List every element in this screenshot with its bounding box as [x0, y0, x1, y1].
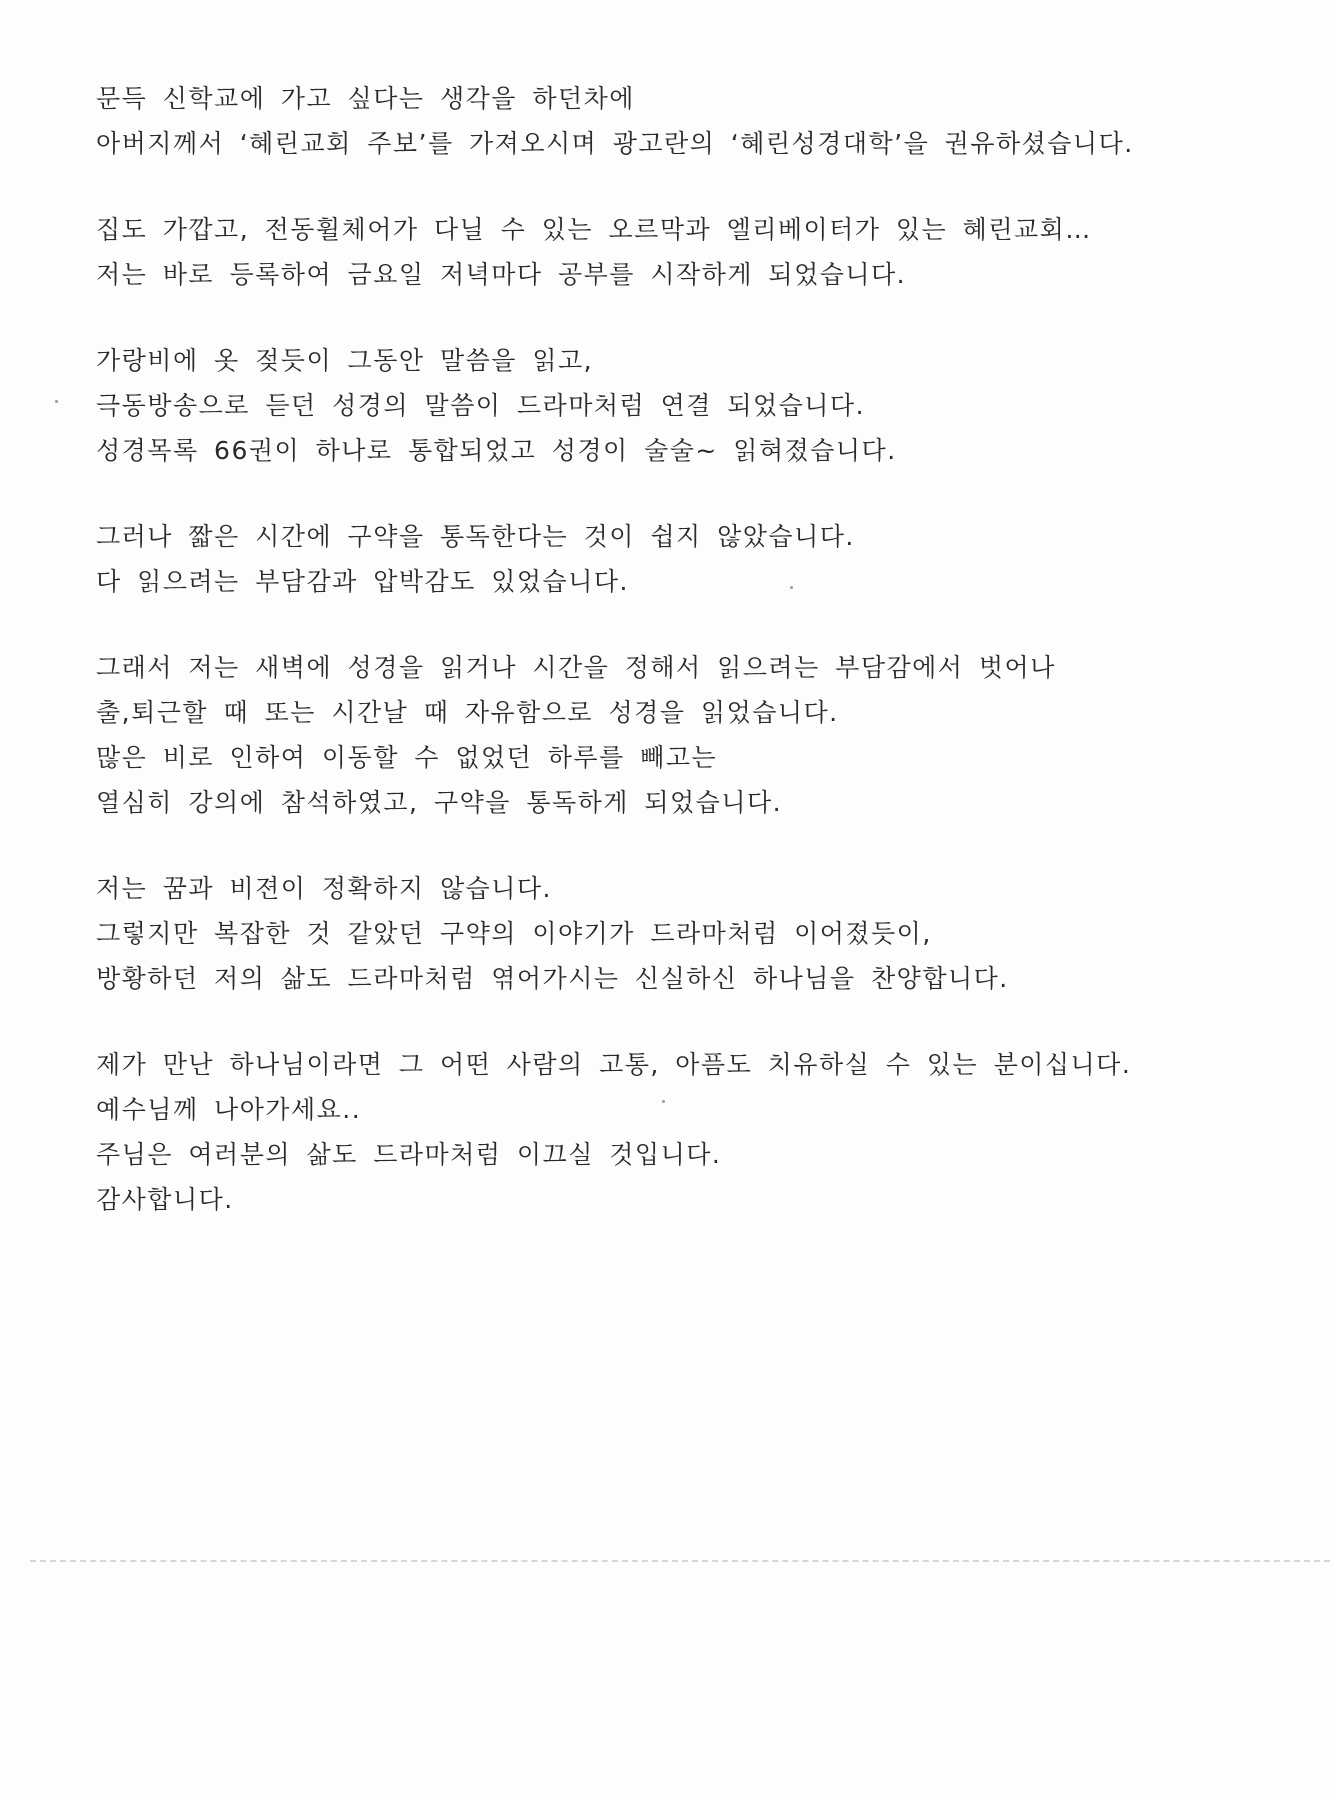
text-line: 가랑비에 옷 젖듯이 그동안 말씀을 읽고,: [96, 346, 594, 375]
paragraph-7: [96, 1042, 1276, 1222]
text-line: 출,퇴근할 때 또는 시간날 때 자유함으로 성경을 읽었습니다.: [96, 698, 839, 727]
letter-body: [96, 76, 1276, 1263]
text-line: 집도 가깝고, 전동휠체어가 다닐 수 있는 오르막과 엘리베이터가 있는 혜린교회…: [96, 215, 1092, 244]
text-line: 그래서 저는 새벽에 성경을 읽거나 시간을 정해서 읽으려는 부담감에서 벗어나: [96, 653, 1056, 682]
text-line: 그러나 짧은 시간에 구약을 통독한다는 것이 쉽지 않았습니다.: [96, 522, 855, 551]
scan-artifact-line: [30, 1560, 1330, 1562]
paragraph-2: [96, 207, 1276, 297]
paragraph-6: [96, 866, 1276, 1001]
text-line: 성경목록 66권이 하나로 통합되었고 성경이 술술~ 읽혀졌습니다.: [96, 436, 897, 465]
paragraph-4: [96, 514, 1276, 604]
paragraph-3: [96, 338, 1276, 473]
text-line: 많은 비로 인하여 이동할 수 없었던 하루를 빼고는: [96, 743, 718, 772]
scan-speck: [55, 400, 58, 403]
text-line: 주님은 여러분의 삶도 드라마처럼 이끄실 것입니다.: [96, 1140, 722, 1169]
text-line: 저는 꿈과 비젼이 정확하지 않습니다.: [96, 874, 552, 903]
text-line: 문득 신학교에 가고 싶다는 생각을 하던차에: [96, 84, 635, 113]
text-line: 다 읽으려는 부담감과 압박감도 있었습니다.: [96, 567, 629, 596]
text-line: 방황하던 저의 삶도 드라마처럼 엮어가시는 신실하신 하나님을 찬양합니다.: [96, 964, 1009, 993]
text-line: 그렇지만 복잡한 것 같았던 구약의 이야기가 드라마처럼 이어졌듯이,: [96, 919, 932, 948]
scan-speck: [790, 586, 793, 589]
paragraph-1: [96, 76, 1276, 166]
text-line: 예수님께 나아가세요..: [96, 1095, 362, 1124]
text-line: 아버지께서 ‘혜린교회 주보’를 가져오시며 광고란의 ‘혜린성경대학’을 권유하셨습니다.: [96, 129, 1134, 158]
text-line: 제가 만난 하나님이라면 그 어떤 사람의 고통, 아픔도 치유하실 수 있는 분이십니다.: [96, 1050, 1132, 1079]
text-line: 감사합니다.: [96, 1185, 234, 1214]
text-line: 열심히 강의에 참석하였고, 구약을 통독하게 되었습니다.: [96, 788, 783, 817]
scan-speck: [662, 1100, 665, 1103]
text-line: 극동방송으로 듣던 성경의 말씀이 드라마처럼 연결 되었습니다.: [96, 391, 866, 420]
paragraph-5: [96, 645, 1276, 825]
text-line: 저는 바로 등록하여 금요일 저녁마다 공부를 시작하게 되었습니다.: [96, 260, 907, 289]
